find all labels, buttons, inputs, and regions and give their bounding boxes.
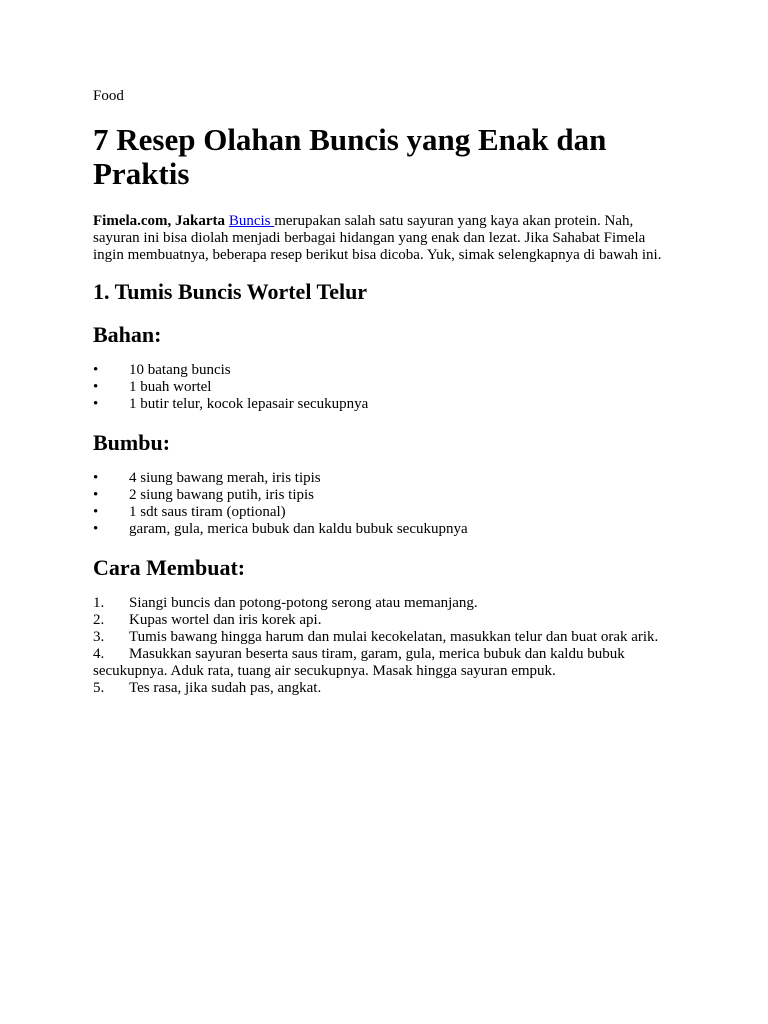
intro-source: Fimela.com, Jakarta (93, 213, 226, 229)
step-text: Masukkan sayuran beserta saus tiram, garam, gula, merica bubuk dan kaldu bubuk secukupnya. Aduk rata, tuang air secukupnya. Masak hingga sayuran empuk. (93, 646, 625, 679)
list-item: • 1 sdt saus tiram (optional) (93, 504, 286, 520)
bumbu-heading: Bumbu: (93, 430, 171, 455)
list-item: • garam, gula, merica bubuk dan kaldu bubuk secukupnya (93, 521, 468, 537)
step-item (93, 646, 678, 680)
step-item (93, 629, 678, 646)
step-text: Tumis bawang hingga harum dan mulai kecokelatan, masukkan telur dan buat orak arik. (129, 629, 659, 645)
category-label: Food (93, 88, 124, 104)
list-item: • 10 batang buncis (93, 362, 231, 378)
list-item: • 1 buah wortel (93, 379, 212, 395)
list-item: • 1 butir telur, kocok lepasair secukupnya (93, 396, 369, 412)
step-number: 2. (93, 612, 105, 628)
list-item: • 2 siung bawang putih, iris tipis (93, 487, 314, 503)
step-number: 5. (93, 680, 105, 696)
page-title: 7 Resep Olahan Buncis yang Enak dan Praktis (93, 122, 607, 191)
cara-list (93, 595, 678, 697)
recipe-heading: 1. Tumis Buncis Wortel Telur (93, 279, 368, 304)
step-text: Siangi buncis dan potong-potong serong atau memanjang. (129, 595, 478, 611)
step-number: 4. (93, 646, 105, 662)
intro-text: merupakan salah satu sayuran yang kaya akan protein. Nah, sayuran ini bisa diolah menjadi berbagai hidangan yang enak dan lezat. Jika Sahabat Fimela ingin membuatnya, beberapa resep berikut bisa dicoba. Yuk, simak selengkapnya di bawah ini. (93, 213, 662, 263)
list-item: • 4 siung bawang merah, iris tipis (93, 470, 321, 486)
bullet-icon: • (93, 396, 99, 412)
bahan-heading: Bahan: (93, 322, 162, 347)
step-item (93, 595, 678, 612)
bullet-icon: • (93, 487, 99, 503)
bullet-icon: • (93, 470, 99, 486)
bumbu-list (93, 470, 678, 538)
step-number: 1. (93, 595, 105, 611)
bullet-icon: • (93, 504, 99, 520)
document-page (93, 87, 678, 697)
intro-paragraph (93, 213, 678, 264)
step-item (93, 680, 678, 697)
step-text: Tes rasa, jika sudah pas, angkat. (129, 680, 322, 696)
bullet-icon: • (93, 379, 99, 395)
step-number: 3. (93, 629, 105, 645)
step-item (93, 612, 678, 629)
bullet-icon: • (93, 521, 99, 537)
bullet-icon: • (93, 362, 99, 378)
step-text: Kupas wortel dan iris korek api. (129, 612, 322, 628)
bahan-list (93, 362, 678, 413)
buncis-link[interactable]: Buncis (228, 213, 275, 229)
cara-heading: Cara Membuat: (93, 555, 246, 580)
